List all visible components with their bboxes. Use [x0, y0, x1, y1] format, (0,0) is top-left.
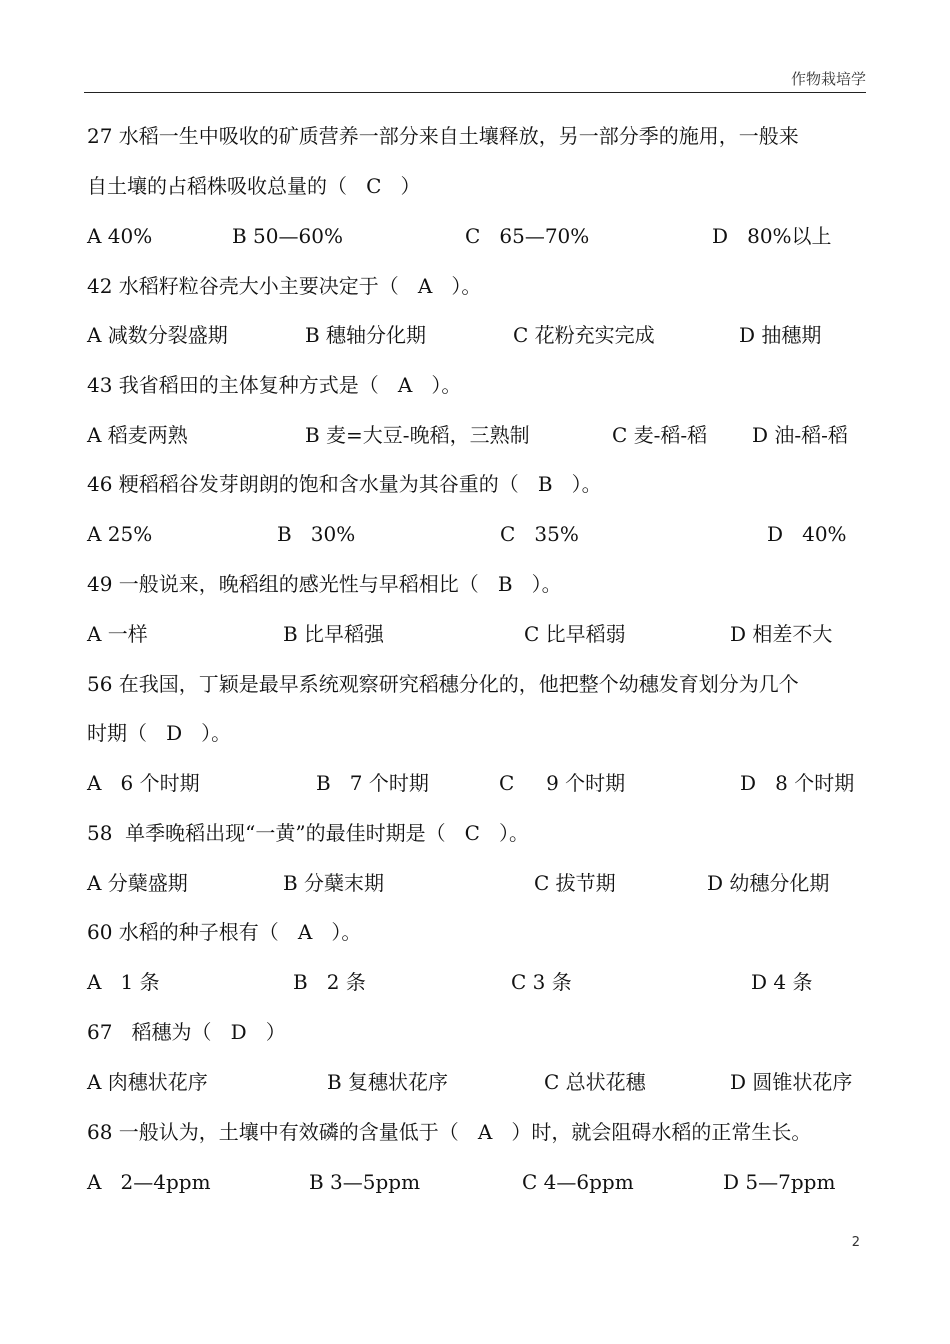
question-49-line-1: 49 一般说来，晚稻组的感光性与早稻相比（ B ）。 [87, 572, 562, 596]
option-a: A 6 个时期 [87, 771, 200, 795]
question-58-options [87, 871, 867, 895]
option-c: C 9 个时期 [499, 771, 626, 795]
option-a: A 稻麦两熟 [87, 423, 188, 447]
option-c: C 35% [500, 522, 579, 546]
option-a: A 减数分裂盛期 [87, 323, 228, 347]
question-27-options [87, 224, 867, 248]
option-b: B 50—60% [232, 224, 343, 248]
option-c: C 麦-稻-稻 [612, 423, 708, 447]
question-43-line-1: 43 我省稻田的主体复种方式是（ A ）。 [87, 373, 462, 397]
option-b: B 2 条 [293, 970, 366, 994]
option-d: D 油-稻-稻 [752, 423, 848, 447]
question-68-options [87, 1170, 867, 1194]
option-c: C 花粉充实完成 [513, 323, 655, 347]
option-b: B 复穗状花序 [327, 1070, 449, 1094]
option-a: A 肉穗状花序 [87, 1070, 208, 1094]
question-67-line-1: 67 稻穗为（ D ） [87, 1020, 286, 1044]
question-56-options [87, 771, 867, 795]
question-67-options [87, 1070, 867, 1094]
option-d: D 相差不大 [730, 622, 833, 646]
question-42-options [87, 323, 867, 347]
option-c: C 65—70% [465, 224, 590, 248]
option-a: A 25% [87, 522, 153, 546]
option-d: D 圆锥状花序 [730, 1070, 853, 1094]
header-title: 作物栽培学 [790, 70, 866, 88]
option-c: C 4—6ppm [522, 1170, 634, 1194]
option-c: C 总状花穗 [544, 1070, 646, 1094]
option-a: A 分蘖盛期 [87, 871, 188, 895]
question-27-line-2: 自土壤的占稻株吸收总量的（ C ） [87, 174, 421, 198]
question-43-options [87, 423, 867, 447]
question-27-line-1: 27 水稻一生中吸收的矿质营养一部分来自土壤释放，另一部分季的施用，一般来 [87, 124, 799, 148]
option-a: A 40% [87, 224, 153, 248]
option-d: D 80%以上 [712, 224, 832, 248]
page-number: 2 [851, 1235, 860, 1250]
option-b: B 3—5ppm [309, 1170, 421, 1194]
question-56-line-1: 56 在我国，丁颖是最早系统观察研究稻穗分化的，他把整个幼穗发育划分为几个 [87, 672, 799, 696]
option-d: D 4 条 [751, 970, 813, 994]
option-d: D 5—7ppm [723, 1170, 836, 1194]
option-b: B 麦=大豆-晚稻，三熟制 [305, 423, 530, 447]
question-42-line-1: 42 水稻籽粒谷壳大小主要决定于（ A ）。 [87, 274, 482, 298]
question-58-line-1: 58 单季晚稻出现“一黄”的最佳时期是（ C ）。 [87, 821, 530, 845]
option-c: C 3 条 [511, 970, 572, 994]
option-d: D 8 个时期 [740, 771, 855, 795]
option-b: B 比早稻强 [283, 622, 385, 646]
question-60-options [87, 970, 867, 994]
option-d: D 抽穗期 [739, 323, 822, 347]
option-a: A 1 条 [87, 970, 160, 994]
option-b: B 穗轴分化期 [305, 323, 427, 347]
option-c: C 拔节期 [534, 871, 616, 895]
option-b: B 7 个时期 [316, 771, 429, 795]
option-c: C 比早稻弱 [524, 622, 626, 646]
option-a: A 一样 [87, 622, 148, 646]
question-68-line-1: 68 一般认为，土壤中有效磷的含量低于（ A ）时，就会阻碍水稻的正常生长。 [87, 1120, 812, 1144]
question-56-line-2: 时期（ D ）。 [87, 721, 232, 745]
question-46-options [87, 522, 867, 546]
question-46-line-1: 46 粳稻稻谷发芽朗朗的饱和含水量为其谷重的（ B ）。 [87, 472, 602, 496]
option-b: B 分蘖末期 [283, 871, 385, 895]
option-a: A 2—4ppm [87, 1170, 211, 1194]
option-d: D 幼穗分化期 [707, 871, 830, 895]
question-49-options [87, 622, 867, 646]
option-d: D 40% [767, 522, 847, 546]
option-b: B 30% [277, 522, 356, 546]
question-60-line-1: 60 水稻的种子根有（ A ）。 [87, 920, 362, 944]
page-header [84, 66, 866, 93]
